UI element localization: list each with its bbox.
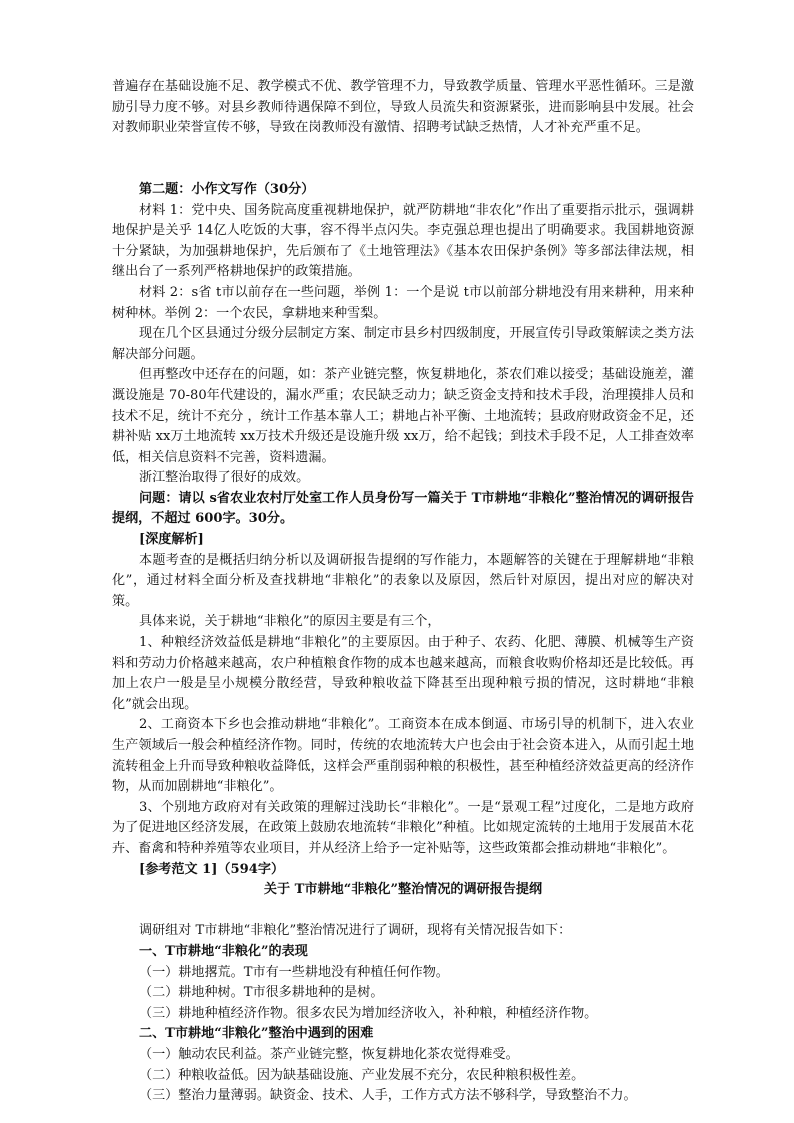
section-2-item: （一）触动农民利益。茶产业链完整，恢复耕地化茶农觉得难受。: [139, 1046, 519, 1062]
document-page: [112, 77, 694, 1107]
material-2: 材料 2：s省 t市以前存在一些问题，举例 1：一个是说 t市以前部分耕地没有用来耕种，用来种树种林。举例 2：一个农民，拿耕地来种雪梨。: [112, 284, 694, 321]
reference-title: 关于 T市耕地“非粮化”整治情况的调研报告提纲: [263, 882, 543, 898]
section-2-item: （三）整治力量薄弱。缺资金、技术、人手，工作方式方法不够科学，导致整治不力。: [139, 1088, 637, 1104]
section-1-item: （二）耕地种树。T市很多耕地种的是树。: [139, 985, 384, 1001]
zhejiang-paragraph: 浙江整治取得了很好的成效。: [139, 470, 310, 486]
problems-paragraph: 但再整改中还存在的问题，如：茶产业链完整，恢复耕地化，茶农们难以接受；基础设施差，灌溉设施是 70-80年代建设的，漏水严重；农民缺乏动力；缺乏资金支持和技术手段，治理摸排人员和技术不足，统计不充分 ，统计工作基本靠人工；耕地占补平衡、土地流转；县政府财政资金不足，还耕补贴 xx万土地流转 xx万技术升级还是设施升级 xx万，给不起钱；到技术手段不足，人工排查效率低，相关信息资料不完善，资料遗漏。: [112, 367, 694, 465]
reference-intro: 调研组对 T市耕地“非粮化”整治情况进行了调研，现将有关情况报告如下：: [139, 923, 572, 939]
analysis-paragraph-2: 具体来说，关于耕地“非粮化”的原因主要是有三个，: [139, 614, 441, 630]
reason-2: 2、工商资本下乡也会推动耕地“非粮化”。工商资本在成本倒逼、市场引导的机制下，进入农业生产领域后一般会种植经济作物。同时，传统的农地流转大户也会由于社会资本进入，从而引起土地流转租金上升而导致种粮收益降低，这样会严重削弱种粮的积极性，甚至种植经济效益更高的经济作物，从而加剧耕地“非粮化”。: [112, 717, 694, 795]
analysis-paragraph-1: 本题考查的是概括归纳分析以及调研报告提纲的写作能力，本题解答的关键在于理解耕地“非粮化”，通过材料全面分析及查找耕地“非粮化”的表象以及原因，然后针对原因，提出对应的解决对策。: [112, 552, 694, 609]
blank-line: [112, 159, 694, 180]
question-text: 问题：请以 s省农业农村厅处室工作人员身份写一篇关于 T市耕地“非粮化”整治情况的调研报告提纲，不超过 600字。30分。: [112, 490, 694, 527]
section-1-item: （一）耕地撂荒。T市有一些耕地没有种植任何作物。: [139, 964, 449, 980]
section-1-heading: 一、T市耕地“非粮化”的表现: [139, 943, 308, 959]
blank-line: [112, 139, 694, 160]
section-2-item: （二）种粮收益低。因为缺基础设施、产业发展不充分，农民种粮积极性差。: [139, 1067, 585, 1083]
section-1-item: （三）耕地种植经济作物。很多农民为增加经济收入，补种粮，种植经济作物。: [139, 1005, 598, 1021]
reason-3: 3、个别地方政府对有关政策的理解过浅助长“非粮化”。一是“景观工程”过度化，二是地方政府为了促进地区经济发展，在政策上鼓励农地流转“非粮化”种植。比如规定流转的土地用于发展苗木花卉、畜禽和特种养殖等农业项目，并从经济上给予一定补贴等，这些政策都会推动耕地“非粮化”。: [112, 799, 694, 856]
reference-label: [参考范文 1]（594字）: [139, 861, 285, 877]
analysis-title: [深度解析]: [139, 532, 204, 548]
material-1: 材料 1：党中央、国务院高度重视耕地保护，就严防耕地“非农化”作出了重要指示批示，强调耕地保护是关乎 14亿人吃饭的大事，容不得半点闪失。李克强总理也提出了明确要求。我国耕地资源十分紧缺，为加强耕地保护，先后颁布了《土地管理法》《基本农田保护条例》等多部法律法规，相继出台了一系列严格耕地保护的政策措施。: [112, 202, 694, 280]
section-2-heading: 二、T市耕地“非粮化”整治中遇到的困难: [139, 1026, 374, 1042]
blank-line: [112, 901, 694, 922]
question-2-title: 第二题：小作文写作（30分）: [139, 181, 315, 197]
reason-1: 1、种粮经济效益低是耕地“非粮化”的主要原因。由于种子、农药、化肥、薄膜、机械等生产资料和劳动力价格越来越高，农户种植粮食作物的成本也越来越高，而粮食收购价格却还是比较低。再加上农户一般是呈小规模分散经营，导致种粮收益下降甚至出现种粮亏损的情况，这时耕地“非粮化”就会出现。: [112, 635, 694, 712]
intro-paragraph: 普遍存在基础设施不足、教学模式不优、教学管理不力，导致教学质量、管理水平恶性循环。三是激励引导力度不够。对县乡教师待遇保障不到位，导致人员流失和资源紧张，进而影响县中发展。社会对教师职业荣誉宣传不够，导致在岗教师没有激情、招聘考试缺乏热情，人才补充严重不足。: [112, 79, 694, 136]
measures-paragraph: 现在几个区县通过分级分层制定方案、制定市县乡村四级制度，开展宣传引导政策解读之类方法解决部分问题。: [112, 326, 694, 362]
